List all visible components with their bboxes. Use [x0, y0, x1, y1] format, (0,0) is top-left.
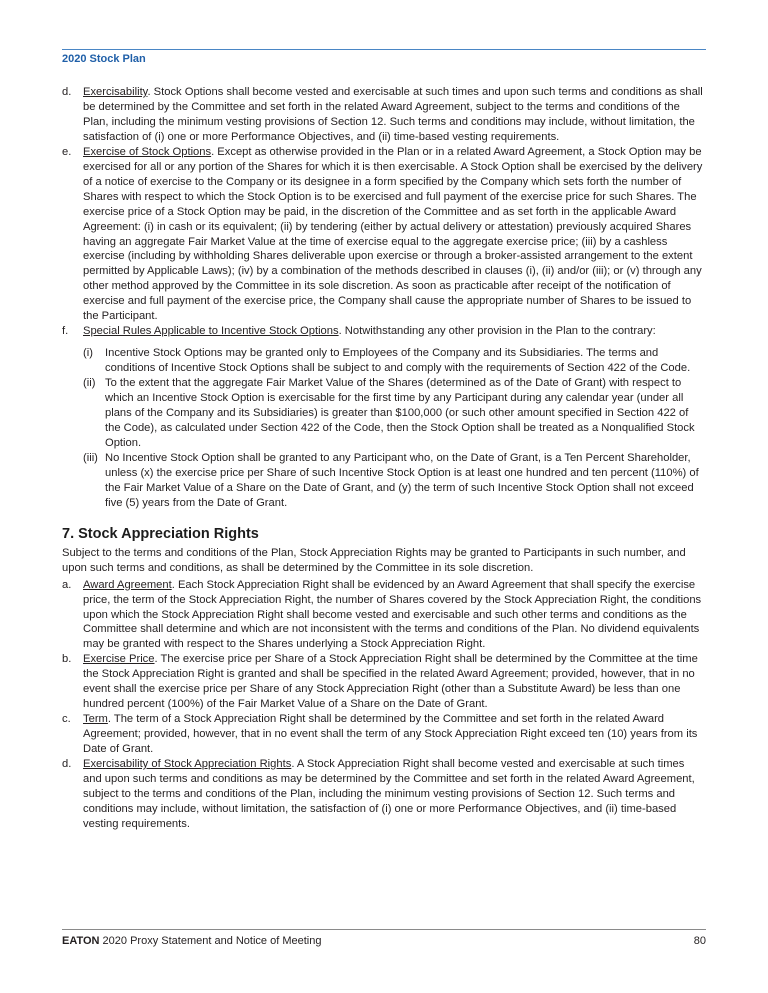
- sublist-item: [62, 346, 706, 376]
- sublist-marker: (i): [83, 347, 93, 360]
- list-item-exercise-of-stock-options: [62, 145, 706, 324]
- page-number: 80: [693, 935, 706, 947]
- section-intro: Subject to the terms and conditions of the Plan, Stock Appreciation Rights may be granted to Participants in such number, and upon such terms and conditions, as shall be determined by the Committee in its sole discretion.: [62, 546, 686, 574]
- list-item-exercise-price: [62, 652, 706, 712]
- item-body: . Notwithstanding any other provision in the Plan to the contrary:: [338, 325, 656, 338]
- item-body: . The exercise price per Share of a Stock Appreciation Right shall be determined by the Committee at the time the Stock Appreciation Right is granted and shall be specified in the related Award Agreement; provided, however, that in no event shall the exercise price per Share of any Stock Appreciation Right (other than a Substitute Award) be less than one hundred percent (100%) of the Fair Market Value of a Share on the Date of Grant.: [83, 653, 698, 711]
- sublist: [62, 346, 706, 510]
- sublist-text: No Incentive Stock Option shall be granted to any Participant who, on the Date of Grant, is a Ten Percent Shareholder, unless (x) the exercise price per Share of such Incentive Stock Option is at least one hundred and ten percent (110%) of the Fair Market Value of a Share on the Date of Grant, and (y) the term of such Incentive Stock Option shall not exceed five (5) years from the Date of Grant.: [105, 451, 699, 509]
- sublist-item: [62, 451, 706, 511]
- list-marker: e.: [62, 145, 72, 158]
- item-heading: Exercise of Stock Options: [83, 145, 212, 158]
- list-marker: d.: [62, 758, 72, 771]
- footer-doc-title: 2020 Proxy Statement and Notice of Meeting: [99, 935, 322, 947]
- list-item-award-agreement: [62, 578, 706, 653]
- item-heading: Term: [83, 713, 108, 726]
- sublist-marker: (iii): [83, 451, 98, 464]
- item-body: . Each Stock Appreciation Right shall be evidenced by an Award Agreement that shall specify the exercise price, the term of the Stock Appreciation Right, the number of Shares covered by the Stock Appreciation Right, the conditions upon which the Stock Appreciation Right shall become vested and exercisable and such other terms and conditions as the Committee shall determine and which are not inconsistent with the terms and conditions of the Plan. No dividend equivalents may be granted with respect to the Shares underlying a Stock Appreciation Right.: [83, 578, 702, 651]
- item-heading: Special Rules Applicable to Incentive Stock Options: [83, 325, 339, 338]
- list-marker: f.: [62, 325, 69, 338]
- sublist-text: To the extent that the aggregate Fair Market Value of the Shares (determined as of the Date of Grant) with respect to which an Incentive Stock Option is exercisable for the first time by any Participant during any calendar year (under all plans of the Company and its Subsidiaries) is greater than $100,000 (or such other amount specified in Section 422 of the Code), as calculated under Section 422 of the Code, then the Stock Option shall be treated as a Nonqualified Stock Option.: [105, 377, 695, 449]
- item-body: . A Stock Appreciation Right shall become vested and exercisable at such times and upon such terms and conditions as may be determined by the Committee and set forth in the related Award Agreement, subject to the terms and conditions of the Plan, including the minimum vesting provisions of Section 12. Such terms and conditions may include, without limitation, the satisfaction of (i) one or more Performance Objectives, and (ii) time-based vesting requirements.: [83, 758, 695, 830]
- sublist-marker: (ii): [83, 377, 96, 390]
- item-body: . The term of a Stock Appreciation Right shall be determined by the Committee and set forth in the related Award Agreement; provided, however, that in no event shall the term of any Stock Appreciation Right exceed ten (10) years from its Date of Grant.: [83, 713, 698, 756]
- page-header-title: 2020 Stock Plan: [62, 53, 146, 65]
- sublist-item: [62, 376, 706, 451]
- section-title: 7. Stock Appreciation Rights: [62, 525, 259, 542]
- header-rule: [62, 49, 706, 50]
- footer-rule: [62, 929, 706, 930]
- item-body: . Stock Options shall become vested and exercisable at such times and upon such terms and conditions as shall be determined by the Committee and set forth in the related Award Agreement, subject to the terms and conditions of the Plan, including the minimum vesting provisions of Section 12. Such terms and conditions may include, without limitation, the satisfaction of (i) one or more Performance Objectives, and (ii) time-based vesting requirements.: [83, 86, 703, 143]
- footer-title: [62, 935, 321, 947]
- item-heading: Award Agreement: [83, 578, 172, 591]
- list-marker: c.: [62, 713, 71, 726]
- list-marker: b.: [62, 653, 72, 666]
- footer-brand: EATON: [62, 935, 100, 947]
- list-item-exercisability-sar: [62, 757, 706, 832]
- list-item-exercisability: [62, 85, 706, 145]
- list-marker: a.: [62, 578, 72, 591]
- list-marker: d.: [62, 86, 72, 98]
- page-content: [62, 85, 706, 832]
- sublist-text: Incentive Stock Options may be granted only to Employees of the Company and its Subsidiaries. The terms and conditions of Incentive Stock Options shall be subject to and comply with the requirements of Section 422 of the Code.: [105, 347, 691, 375]
- item-heading: Exercisability: [83, 86, 148, 98]
- list-item-special-rules-iso: [62, 324, 706, 339]
- item-heading: Exercise Price: [83, 653, 155, 666]
- item-body: . Except as otherwise provided in the Plan or in a related Award Agreement, a Stock Option may be exercised for all or any portion of the Shares for which it is then exercisable. A Stock Option shall be exercised by the delivery of a notice of exercise to the Company or its designee in a form specified by the Company which sets forth the number of Shares with respect to which the Stock Option is to be exercised and full payment of the exercise price for such Shares. The exercise price of a Stock Option may be paid, in the discretion of the Committee and as set forth in the applicable Award Agreement: (i) in cash or its equivalent; (ii) by tendering (either by actual delivery or attestation) previously acquired Shares having an aggregate Fair Market Value at the time of exercise equal to the aggregate exercise price; (iii) by a cashless exercise (including by withholding Shares deliverable upon exercise or through a broker-assisted arrangement to the extent permitted by Applicable Laws); (iv) by a combination of the methods described in clauses (i), (ii) and/or (iii); or (v) through any other method approved by the Committee in its sole discretion. As soon as practicable after receipt of the notification of exercise and full payment of the exercise price, the Company shall cause the appropriate number of Shares to be issued to the Participant.: [83, 145, 703, 323]
- list-item-term: [62, 712, 706, 757]
- item-heading: Exercisability of Stock Appreciation Rights: [83, 758, 292, 771]
